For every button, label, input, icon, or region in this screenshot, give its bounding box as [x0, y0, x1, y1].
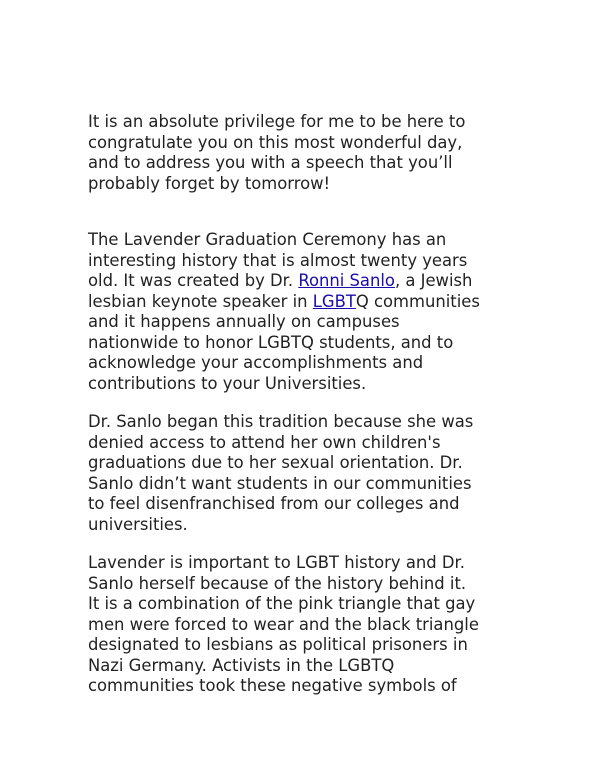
paragraph-gap: [88, 194, 528, 230]
text-line: denied access to attend her own children's: [88, 432, 441, 452]
link-ronni-sanlo[interactable]: Ronni Sanlo: [298, 271, 395, 290]
text-run: lesbian keynote speaker in: [88, 291, 313, 311]
text-line: contributions to your Universities.: [88, 373, 367, 393]
text-line: Dr. Sanlo began this tradition because she was: [88, 412, 474, 431]
text-line: and it happens annually on campuses: [88, 312, 400, 331]
paragraph-lavender: [88, 553, 528, 697]
text-run: , a Jewish: [394, 271, 473, 290]
text-line: men were forced to wear and the black triangle: [88, 614, 479, 634]
text-line: Sanlo herself because of the history behind it.: [88, 573, 467, 593]
text-line: It is an absolute privilege for me to be here to: [88, 112, 466, 131]
text-line: to feel disenfranchised from our colleges and: [88, 494, 460, 513]
text-line: and to address you with a speech that you’ll: [88, 153, 453, 172]
text-line: [88, 292, 528, 313]
text-line: nationwide to honor LGBTQ students, and to: [88, 332, 454, 352]
text-line: [88, 271, 528, 292]
paragraph-gap: [88, 394, 528, 412]
text-line: The Lavender Graduation Ceremony has an: [88, 230, 447, 249]
text-run: old. It was created by Dr.: [88, 271, 299, 290]
text-line: It is a combination of the pink triangle that gay: [88, 594, 476, 613]
text-line: Sanlo didn’t want students in our communities: [88, 473, 472, 493]
text-line: probably forget by tomorrow!: [88, 173, 331, 193]
text-run: Q communities: [355, 291, 480, 311]
text-line: designated to lesbians as political prisoners in: [88, 635, 468, 654]
paragraph-tradition: [88, 412, 528, 535]
text-line: communities took these negative symbols of: [88, 676, 457, 695]
document-body: [88, 112, 528, 697]
paragraph-opening: [88, 112, 528, 194]
paragraph-gap: [88, 535, 528, 553]
text-line: Lavender is important to LGBT history and Dr.: [88, 553, 465, 572]
text-line: universities.: [88, 514, 188, 534]
text-line: interesting history that is almost twenty years: [88, 250, 468, 270]
text-line: graduations due to her sexual orientation. Dr.: [88, 453, 463, 472]
text-line: congratulate you on this most wonderful day,: [88, 132, 463, 152]
paragraph-history: [88, 230, 528, 394]
text-line: Nazi Germany. Activists in the LGBTQ: [88, 655, 395, 675]
link-lgbt[interactable]: LGBT: [312, 291, 356, 311]
text-line: acknowledge your accomplishments and: [88, 353, 424, 372]
